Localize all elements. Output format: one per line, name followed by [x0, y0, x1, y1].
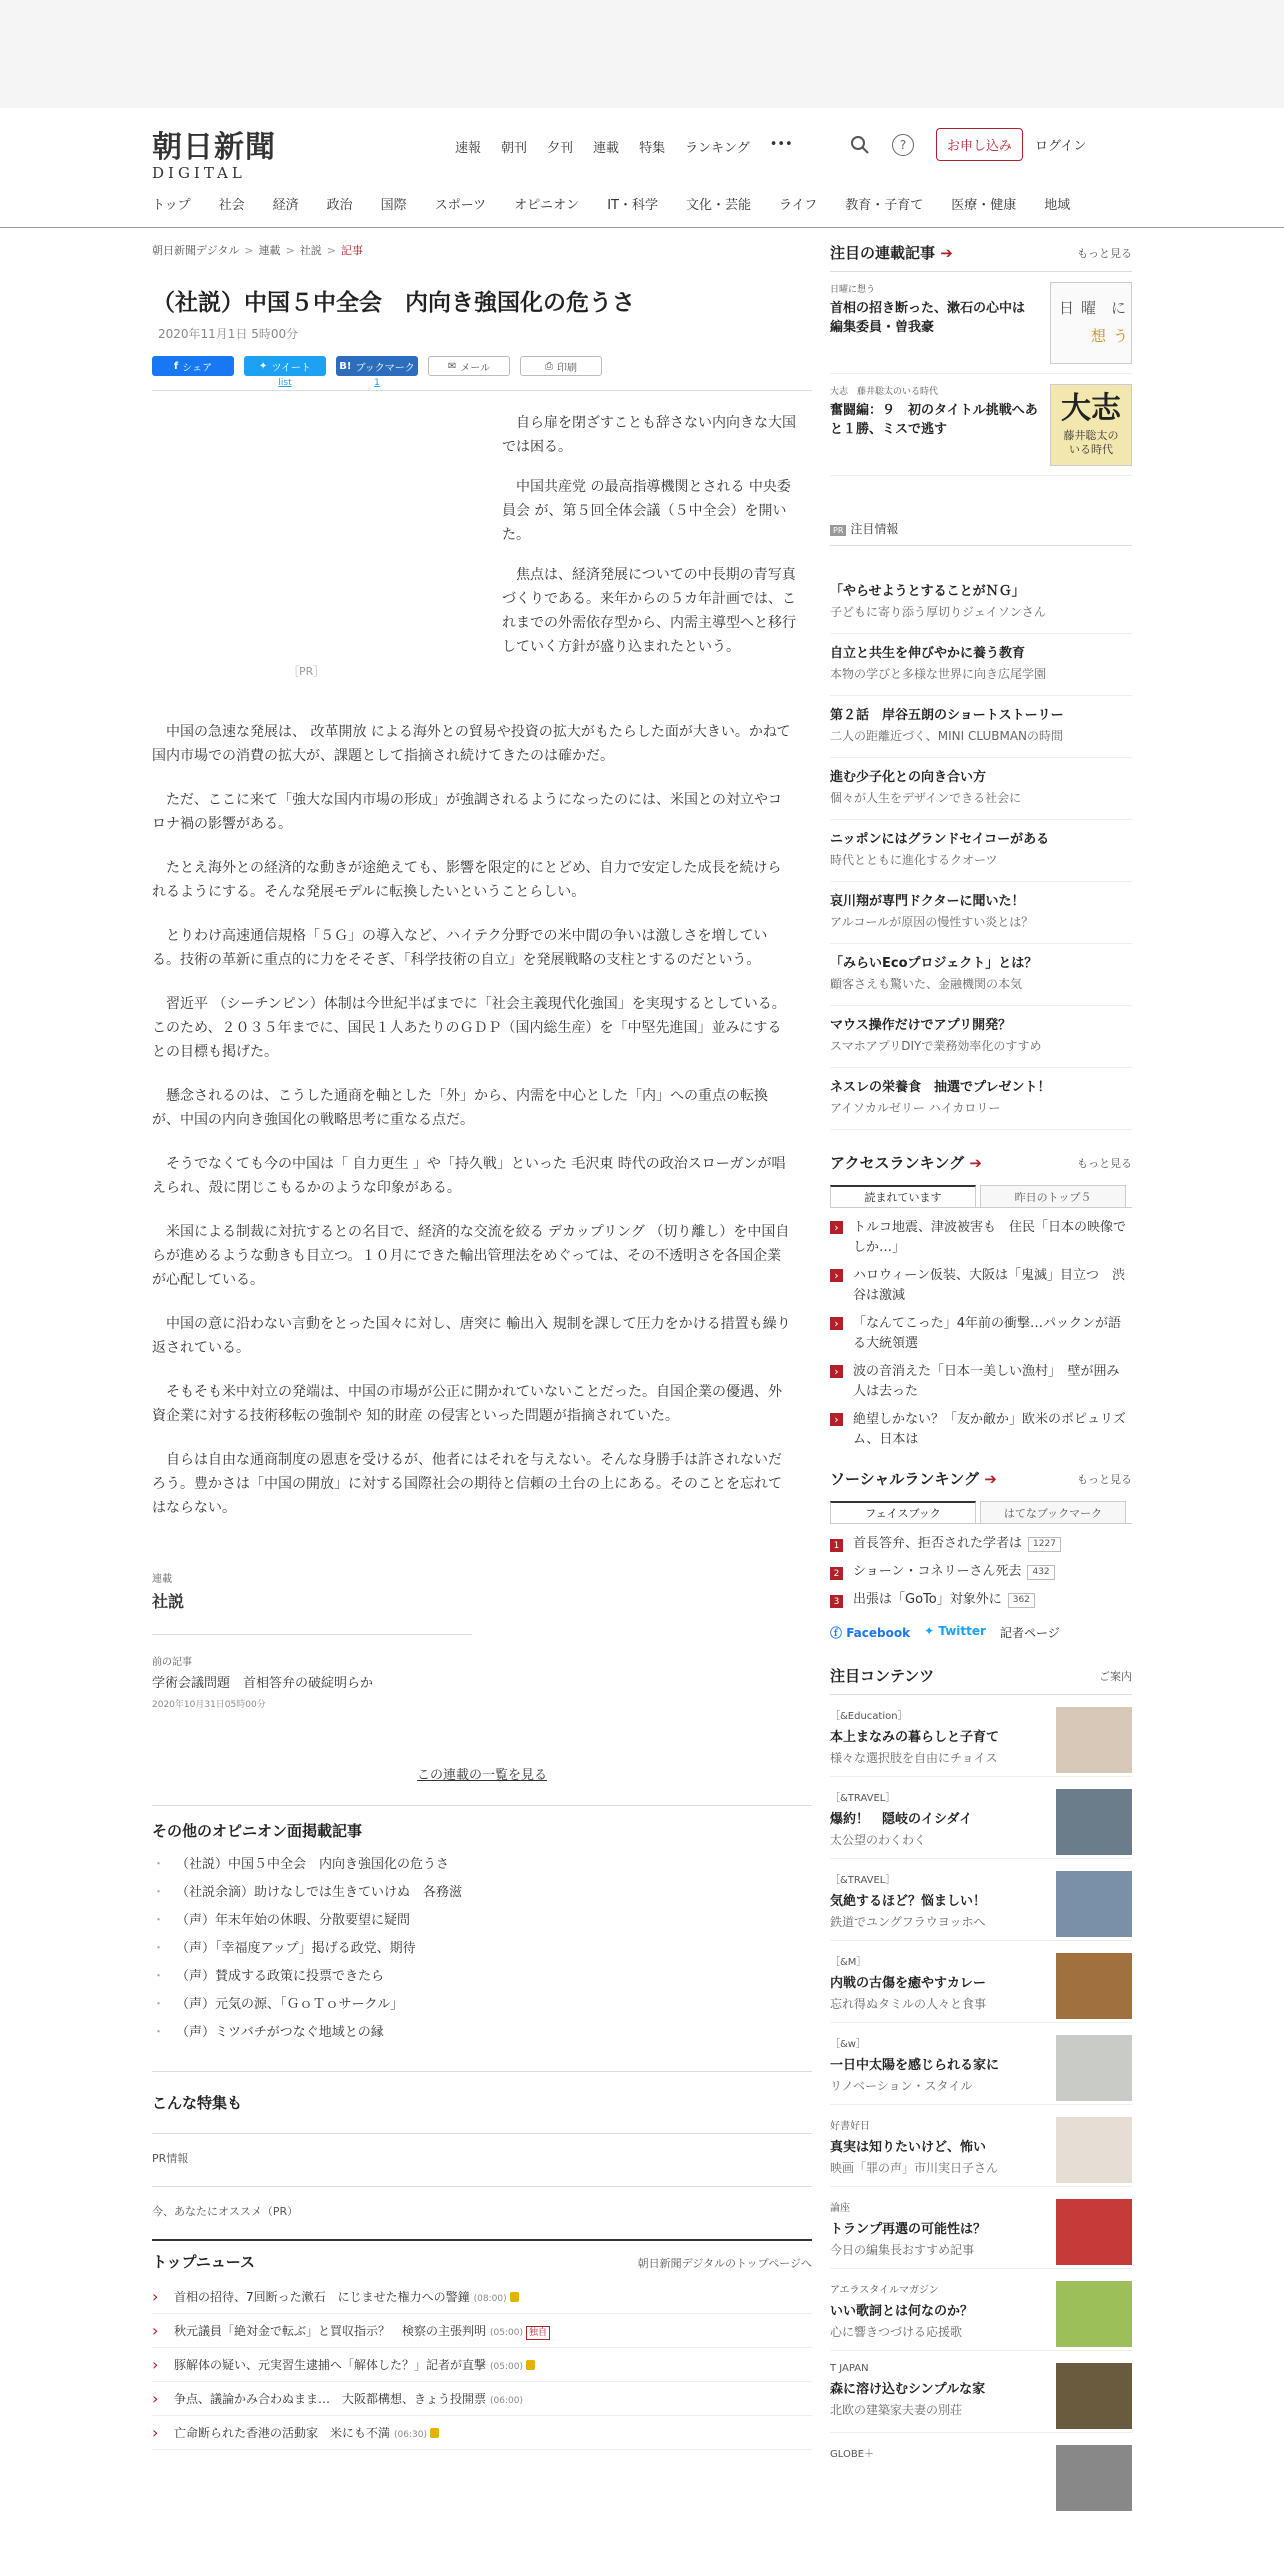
arrow-right-icon: ➔ [940, 244, 953, 262]
series-widget-title[interactable] [830, 242, 953, 263]
topnews-text: 亡命断られた香港の活動家 米にも不満 [174, 2426, 391, 2440]
access-list [830, 1218, 1132, 1450]
twitter-share-button[interactable] [244, 356, 326, 388]
content-item[interactable] [830, 2269, 1132, 2351]
nav-ranking[interactable]: ランキング [685, 141, 750, 156]
access-ranking-title-text: アクセスランキング [830, 1154, 965, 1172]
content-kicker: ［&Education］ [830, 1711, 908, 1722]
content-text [830, 2281, 973, 2350]
social-count: 362 [1008, 1593, 1035, 1608]
ad-title: マウス操作だけでアプリ開発？ [830, 1018, 1012, 1033]
social-ranking-header [830, 1468, 1132, 1489]
twitter-icon: ✦ [259, 360, 268, 372]
content-kicker: 好書好日 [830, 2121, 870, 2132]
social-text: ショーン・コネリーさん死去 [853, 1564, 1022, 1579]
social-tabs [830, 1501, 1132, 1524]
topnews-time: (06:00) [490, 2396, 523, 2406]
body-paragraph: 習近平 （シーチンピン）体制は今世紀半ばまでに「社会主義現代化強国」を実現するとしている。このため、２０３５年までに、国民１人あたりのＧＤＰ（国内総生産）を「中堅先進国」並みにするとの目標も掲げた。 [152, 996, 786, 1060]
body-paragraph: とりわけ高速通信規格「５Ｇ」の導入など、ハイテク分野での米中間の争いは激しさを増している。技術の革新に重点的に力をそそぎ、「科学技術の自立」を発展戦略の支柱とするのだという。 [152, 928, 768, 968]
cat-international[interactable]: 国際 [380, 198, 407, 213]
sidebar [830, 242, 1132, 2515]
content-title: 森に溶け込むシンプルな家 [830, 2382, 986, 2397]
opinion-item[interactable]: ・ （声）年末年始の休暇、分散要望に疑問 [152, 1907, 812, 1935]
header-actions [850, 128, 1086, 161]
cat-region[interactable]: 地域 [1044, 198, 1071, 213]
article-top [152, 390, 812, 720]
opinion-item[interactable]: ・ （声）「幸福度アップ」掲げる政党、期待 [152, 1935, 812, 1963]
rank-item[interactable] [830, 1314, 1132, 1354]
contents-title: 注目コンテンツ [830, 1667, 935, 1685]
content-item[interactable] [830, 1941, 1132, 2023]
facebook-link-text: Facebook [846, 1626, 911, 1640]
social-rank-number: 3 [830, 1595, 843, 1608]
series-widget-header [830, 242, 1132, 272]
topnews-item[interactable] [152, 2416, 812, 2450]
twitter-link[interactable] [924, 1624, 986, 1641]
body-paragraph: 中国の急速な発展は、 改革開放 による海外との貿易や投資の拡大がもたらした面が大きい。かねて国内市場での消費の拡大が、課題として指摘され続けてきたのは確かだ。 [152, 724, 791, 764]
topnews-item[interactable] [152, 2348, 812, 2382]
search-icon[interactable] [850, 135, 870, 155]
content-sub: 心に響きつづける応援歌 [830, 2325, 963, 2339]
opinion-item[interactable]: ・ （社説余滴）助けなしでは生きていけぬ 各務滋 [152, 1879, 812, 1907]
rank-item[interactable] [830, 1218, 1132, 1258]
social-item[interactable] [830, 1590, 1132, 1610]
ad-item[interactable] [830, 1068, 1132, 1130]
ad-sub: 個々が人生をデザインできる社会に [830, 791, 1022, 805]
content-item[interactable] [830, 2433, 1132, 2515]
content-item[interactable] [830, 1695, 1132, 1777]
rank-marker-icon [830, 1269, 843, 1282]
body-paragraph: 懸念されるのは、こうした通商を軸とした「外」から、内需を中心とした「内」への重点の転換が、中国の内向き強国化の戦略思考に重なる点だ。 [152, 1088, 768, 1128]
series-widget-item[interactable] [830, 272, 1132, 374]
content-text [830, 1707, 999, 1776]
breadcrumb [152, 242, 812, 258]
social-text: 首長答弁、拒否された学者は [853, 1536, 1023, 1551]
content-image [1056, 2445, 1132, 2511]
content-kicker: ［&TRAVEL］ [830, 1793, 896, 1804]
facebook-link[interactable] [830, 1624, 910, 1641]
nav-tokushu[interactable]: 特集 [639, 141, 666, 156]
arrow-right-icon: ➔ [984, 1470, 997, 1488]
topnews-time: (05:00) [490, 2328, 523, 2338]
series-item-title: 首相の招き断った、漱石の心中は 編集委員・曽我豪 [830, 301, 1039, 335]
cat-culture[interactable]: 文化・芸能 [685, 198, 751, 213]
pr-info-row: PR情報 [152, 2133, 812, 2166]
body-paragraph: たとえ海外との経済的な動きが途絶えても、影響を限定的にとどめ、自力で安定した成長を続けられるようにする。そんな発展モデルに転換したいということらしい。 [152, 860, 782, 900]
ad-item[interactable] [830, 882, 1132, 944]
body-paragraph: 中国の意に沿わない言動をとった国々に対し、唐突に 輸出入 規制を課して圧力をかける措置も繰り返されている。 [152, 1316, 791, 1356]
series-widget-title-text: 注目の連載記事 [830, 244, 936, 262]
tab-facebook[interactable]: フェイスブック [830, 1501, 976, 1523]
featured-contents [830, 1665, 1132, 2515]
series-item-text [830, 282, 1040, 363]
ad-heading-text: 注目情報 [850, 522, 899, 536]
facebook-icon: ⓕ [830, 1626, 847, 1640]
topnews-item[interactable] [152, 2314, 812, 2348]
social-rank-number: 1 [830, 1539, 843, 1552]
cat-it-science[interactable]: IT・科学 [607, 198, 658, 213]
content-image [1056, 1789, 1132, 1855]
site-logo[interactable] [152, 122, 282, 182]
topnews-time: (08:00) [473, 2294, 507, 2304]
rank-text: 絶望しかない？「友か敵か」欧米のポピュリズム、日本は [853, 1412, 1126, 1447]
series-thumb-taishi [1050, 384, 1132, 466]
topnews-time: (06:30) [394, 2430, 427, 2440]
content-item[interactable] [830, 1859, 1132, 1941]
rank-text: 「なんてこった」4年前の衝撃…パックンが語る大統領選 [853, 1316, 1122, 1351]
logo-jp: 朝日新聞 [152, 130, 276, 165]
lock-icon [510, 2292, 519, 2302]
crumb-rensai[interactable]: 連載 [258, 244, 281, 257]
series-name[interactable]: 社説 [152, 1592, 185, 1611]
access-more-link[interactable]: もっと見る [1077, 1156, 1132, 1170]
social-ranking-title[interactable] [830, 1468, 997, 1489]
prev-article[interactable] [152, 1634, 472, 1710]
contents-guide-link[interactable]: ご案内 [1099, 1669, 1132, 1683]
topnews-text: 争点、議論かみ合わぬまま… 大阪都構想、きょう投開票 [174, 2392, 487, 2406]
prev-date: 2020年10月31日05時00分 [152, 1700, 266, 1710]
facebook-share-label: シェア [182, 362, 213, 374]
facebook-share-button[interactable] [152, 356, 234, 376]
ad-item[interactable] [830, 944, 1132, 1006]
print-button[interactable] [520, 356, 602, 376]
main-column [152, 242, 812, 2450]
twitter-link-text: Twitter [938, 1624, 986, 1638]
content-title: 真実は知りたいけど、怖い [830, 2140, 987, 2155]
hatena-icon: B! [339, 360, 352, 372]
ad-sub: 顧客さえも驚いた、金融機関の本気 [830, 977, 1023, 991]
content-image [1056, 2363, 1132, 2429]
content-title: 内戦の古傷を癒やすカレー [830, 1976, 986, 1991]
crumb-sep: > [244, 244, 254, 257]
arrow-right-icon: ➔ [969, 1154, 982, 1172]
topnews-item[interactable] [152, 2280, 812, 2314]
print-label: 印刷 [557, 362, 577, 374]
ad-title: 自立と共生を伸びやかに養う教育 [830, 646, 1026, 661]
content-image [1056, 2281, 1132, 2347]
content-kicker: ［&TRAVEL］ [830, 1875, 896, 1886]
series-list-link[interactable]: この連載の一覧を見る [416, 1768, 547, 1783]
ad-title: ニッポンにはグランドセイコーがある [830, 832, 1050, 847]
top-ad-band [0, 0, 1284, 108]
rank-marker-icon [830, 1365, 843, 1378]
share-bar [152, 356, 812, 388]
exclusive-badge: 独自 [526, 2326, 550, 2340]
content-text [830, 1953, 986, 2022]
login-button[interactable]: ログイン [1035, 139, 1087, 154]
site-header [0, 108, 1284, 228]
mail-button[interactable] [428, 356, 510, 376]
crumb-home[interactable]: 朝日新聞デジタル [152, 244, 240, 257]
topnews-item[interactable] [152, 2382, 812, 2416]
social-list [830, 1534, 1132, 1610]
content-kicker: T JAPAN [830, 2363, 869, 2374]
ad-item[interactable] [830, 634, 1132, 696]
article-lead [502, 411, 802, 675]
thumb-small: 藤井聡太の [1063, 429, 1119, 442]
article-title: （社説）中国５中全会 内向き強国化の危うさ [152, 290, 635, 316]
logo-en: DIGITAL [152, 164, 246, 182]
content-title: 本上まなみの暮らしと子育て [830, 1730, 1000, 1745]
content-item[interactable] [830, 1777, 1132, 1859]
ad-sub: 時代とともに進化するクオーツ [830, 853, 998, 867]
content-text [830, 2117, 998, 2186]
topnews-text: 秋元議員「絶対金で転ぶ」と買収指示？ 検察の主張判明 [174, 2324, 487, 2338]
content-text [830, 2445, 874, 2515]
ad-sub: 本物の学びと多様な世界に向き広尾学園 [830, 667, 1047, 681]
pr-badge: PR [830, 525, 846, 536]
print-icon: ⎙ [545, 360, 553, 372]
hatena-label: ブックマーク [355, 362, 415, 374]
hatena-bookmark-button[interactable] [336, 356, 418, 388]
social-text: 出張は「GoTo」対象外に [853, 1592, 1002, 1607]
content-sub: 太公望のわくわく [830, 1833, 927, 1847]
ad-item[interactable] [830, 758, 1132, 820]
content-sub: リノベーション・スタイル [830, 2079, 973, 2093]
ad-sub: 子どもに寄り添う厚切りジェイソンさん [830, 605, 1046, 619]
tab-hatena[interactable]: はてなブックマーク [980, 1501, 1126, 1523]
nav-more-icon[interactable]: ••• [769, 137, 793, 152]
content-kicker: 論座 [830, 2203, 850, 2214]
hatena-count[interactable]: 1 [374, 378, 380, 388]
opinion-item[interactable]: ・ （社説）中国５中全会 内向き強国化の危うさ [152, 1851, 812, 1879]
cat-opinion[interactable]: オピニオン [514, 198, 580, 213]
access-tabs [830, 1185, 1132, 1208]
pr-label: ［PR］ [288, 665, 325, 678]
cat-politics[interactable]: 政治 [326, 198, 353, 213]
content-title: 一日中太陽を感じられる家に [830, 2058, 1000, 2073]
rank-text: ハロウィーン仮装、大阪は「鬼滅」目立つ 渋谷は激減 [853, 1268, 1125, 1303]
article-date: 2020年11月1日 5時00分 [158, 327, 299, 341]
body-paragraph: そうでなくても今の中国は「 自力更生 」や「持久戦」といった 毛沢東 時代の政治スローガンが唱えられ、殻に閉じこもるかのような印象がある。 [152, 1156, 786, 1196]
nav-rensai[interactable]: 連載 [593, 141, 620, 156]
content-item[interactable] [830, 2187, 1132, 2269]
opinion-item[interactable]: ・ （声）賛成する政策に投票できたら [152, 1963, 812, 1991]
category-nav [152, 194, 1070, 213]
topnews-heading: トップニュース [152, 2253, 256, 2271]
cat-sports[interactable]: スポーツ [434, 198, 487, 213]
rank-item[interactable] [830, 1410, 1132, 1450]
facebook-icon: f [173, 360, 179, 372]
rank-marker-icon [830, 1413, 843, 1426]
prev-title[interactable]: 学術会議問題 首相答弁の破綻明らか [152, 1676, 374, 1691]
contents-header [830, 1665, 1132, 1695]
content-sub: 北欧の建築家夫妻の別荘 [830, 2403, 963, 2417]
content-text [830, 2035, 999, 2104]
topnews-text: 豚解体の疑い、元実習生逮捕へ「解体した？」記者が直撃 [174, 2358, 487, 2372]
cat-life[interactable]: ライフ [778, 198, 818, 213]
series-thumb-nichiyou [1050, 282, 1132, 364]
rank-item[interactable] [830, 1266, 1132, 1306]
opinion-item[interactable]: ・ （声）元気の源、「ＧｏＴｏサークル」 [152, 1991, 812, 2019]
topnews-list [152, 2280, 812, 2450]
content-sub: 鉄道でユングフラウヨッホへ [830, 1915, 986, 1929]
twitter-share-label: ツイート [271, 362, 311, 374]
social-links [830, 1624, 1132, 1641]
ad-item[interactable] [830, 572, 1132, 634]
ad-title: 「みらいEcoプロジェクト」とは？ [830, 956, 1038, 971]
mail-label: メール [460, 362, 491, 374]
social-item[interactable] [830, 1534, 1132, 1554]
thumb-big: 大志 [1061, 391, 1121, 426]
cat-society[interactable]: 社会 [218, 198, 245, 213]
thumb-char: う [1113, 327, 1129, 345]
body-paragraph: そもそも米中対立の発端は、中国の市場が公正に開かれていないことだった。自国企業の優遇、外資企業に対する技術移転の強制や 知的財産 の侵害といった問題が指摘されていた。 [152, 1384, 782, 1424]
series-widget-item[interactable] [830, 374, 1132, 476]
content-sub: 映画「罪の声」市川実日子さん [830, 2161, 999, 2175]
content-text [830, 1789, 972, 1858]
feature-heading: こんな特集も [152, 2094, 243, 2112]
prev-label: 前の記事 [152, 1657, 192, 1668]
mail-icon: ✉ [447, 360, 457, 372]
cat-education[interactable]: 教育・子育て [845, 198, 924, 213]
reporter-page-link[interactable]: 記者ページ [999, 1626, 1060, 1640]
ad-sub: アイソカルゼリー ハイカロリー [830, 1101, 1001, 1115]
content-kicker: ［&w］ [830, 2039, 866, 2050]
social-ranking [830, 1468, 1132, 1641]
thumb-char: に [1111, 299, 1127, 317]
lead-paragraph: 中国共産党 の最高指導機関とされる 中央委員会 が、第５回全体会議（５中全会）を開いた。 [502, 479, 791, 543]
opinion-heading: その他のオピニオン面掲載記事 [152, 1822, 363, 1840]
lock-icon [430, 2428, 439, 2438]
cat-health[interactable]: 医療・健康 [951, 198, 1017, 213]
content-image [1056, 2117, 1132, 2183]
opinion-section [152, 1805, 812, 2047]
thumb-char: 想 [1091, 327, 1107, 345]
thumb-char: 曜 [1081, 299, 1097, 317]
content-image [1056, 2199, 1132, 2265]
rank-marker-icon [830, 1317, 843, 1330]
content-title: トランプ再選の可能性は？ [830, 2222, 987, 2237]
content-title: 気絶するほど？悩ましい！ [830, 1894, 987, 1909]
social-more-link[interactable]: もっと見る [1077, 1472, 1132, 1486]
content-item[interactable] [830, 2105, 1132, 2187]
ad-sub: 二人の距離近づく、MINI CLUBMANの時間 [830, 729, 1064, 743]
article-body [152, 720, 792, 1520]
nav-sokuho[interactable]: 速報 [455, 141, 482, 156]
body-paragraph: 自らは自由な通商制度の恩恵を受けるが、他者にはそれを与えない。そんな身勝手は許されないだろう。豊かさは「中国の開放」に対する国際社会の期待と信頼の土台の上にある。そのことを忘れてはならない。 [152, 1452, 782, 1516]
twitter-icon: ✦ [924, 1624, 939, 1638]
series-label: 連載 [152, 1574, 172, 1585]
twitter-count[interactable]: list [278, 378, 292, 388]
social-rank-number: 2 [830, 1567, 843, 1580]
apply-button[interactable]: お申し込み [936, 128, 1023, 161]
tab-most-read[interactable]: 読まれています [830, 1185, 976, 1207]
content-kicker: GLOBE＋ [830, 2449, 875, 2460]
body-paragraph: 米国による制裁に対抗するとの名目で、経済的な交流を絞る デカップリング （切り離し）を中国自らが進めるような動きも目立つ。１０月にできた輸出管理法をめぐっては、その不透明さを各国企業が心配している。 [152, 1224, 790, 1288]
topnews-more-link[interactable]: 朝日新聞デジタルのトップページへ [637, 2257, 812, 2270]
crumb-current: 記事 [341, 244, 363, 257]
ad-title: 進む少子化との向き合い方 [830, 770, 987, 785]
ad-sub: スマホアプリDIYで業務効率化のすすめ [830, 1039, 1042, 1053]
crumb-shasetsu[interactable]: 社説 [299, 244, 322, 257]
rank-item[interactable] [830, 1362, 1132, 1402]
lock-icon [526, 2360, 535, 2370]
crumb-sep: > [326, 244, 336, 257]
ad-title: ネスレの栄養食 抽選でプレゼント！ [830, 1080, 1051, 1095]
series-item-kicker: 大志 藤井聡太のいる時代 [830, 387, 939, 397]
ad-item[interactable] [830, 820, 1132, 882]
nav-choukan[interactable]: 朝刊 [501, 141, 528, 156]
lead-paragraph: 自ら扉を閉ざすことも辞さない内向きな大国では困る。 [502, 415, 796, 455]
ad-list [830, 572, 1132, 1130]
content-item[interactable] [830, 2023, 1132, 2105]
series-box [152, 1570, 812, 1783]
ad-sub: アルコールが原因の慢性すい炎とは？ [830, 915, 1034, 929]
content-text [830, 2199, 986, 2268]
topnews-section [152, 2239, 812, 2450]
content-image [1056, 1953, 1132, 2019]
series-item-text [830, 384, 1040, 465]
series-item-title: 奮闘編：９ 初のタイトル挑戦へあと１勝、ミスで逃す [830, 403, 1038, 437]
nav-yukan[interactable]: 夕刊 [547, 141, 574, 156]
rank-text: トルコ地震、津波被害も 住民「日本の映像でしか…」 [853, 1220, 1127, 1255]
topnews-text: 首相の招待、7回断った漱石 にじませた権力への警鐘 [174, 2290, 470, 2304]
cat-top[interactable]: トップ [152, 198, 191, 213]
tab-yesterday-top5[interactable]: 昨日のトップ５ [980, 1185, 1126, 1207]
ad-heading [830, 520, 1132, 546]
series-more-link[interactable]: もっと見る [1077, 246, 1132, 260]
access-ranking [830, 1152, 1132, 1450]
social-ranking-title-text: ソーシャルランキング [830, 1470, 979, 1488]
content-text [830, 2363, 985, 2432]
lead-paragraph: 焦点は、経済発展についての中長期の青写真づくりである。来年からの５カ年計画では、これまでの外需依存型から、内需主導型へと移行していく方針が盛り込まれたという。 [502, 567, 796, 655]
access-ranking-header [830, 1152, 1132, 1173]
feature-section [152, 2071, 812, 2219]
rank-text: 波の音消えた「日本一美しい漁村」 壁が囲み人は去った [853, 1364, 1120, 1399]
content-image [1056, 1707, 1132, 1773]
content-sub: 今日の編集長おすすめ記事 [830, 2243, 975, 2257]
social-count: 1227 [1028, 1537, 1061, 1552]
ad-title: 哀川翔が専門ドクターに聞いた！ [830, 894, 1025, 909]
content-text [830, 1871, 986, 1940]
body-paragraph: ただ、ここに来て「強大な国内市場の形成」が強調されるようになったのには、米国との対立やコロナ禍の影響がある。 [152, 792, 782, 832]
help-icon[interactable]: ? [892, 134, 914, 156]
topnews-time: (05:00) [490, 2362, 523, 2372]
content-item[interactable] [830, 2351, 1132, 2433]
opinion-item[interactable]: ・ （声）ミツバチがつなぐ地域との縁 [152, 2019, 812, 2047]
content-image [1056, 1871, 1132, 1937]
social-count: 432 [1027, 1565, 1054, 1580]
top-nav [455, 137, 793, 156]
content-kicker: アエラスタイルマガジン [830, 2285, 939, 2296]
ad-item[interactable] [830, 696, 1132, 758]
content-kicker: ［&M］ [830, 1957, 867, 1968]
content-sub: 忘れ得ぬタミルの人々と食事 [830, 1997, 987, 2011]
thumb-small: いる時代 [1069, 443, 1113, 456]
cat-economy[interactable]: 経済 [272, 198, 299, 213]
ad-item[interactable] [830, 1006, 1132, 1068]
social-item[interactable] [830, 1562, 1132, 1582]
crumb-sep: > [285, 244, 295, 257]
thumb-char: 日 [1059, 299, 1075, 317]
access-ranking-title[interactable] [830, 1152, 982, 1173]
ad-title: 第２話 岸谷五朗のショートストーリー [830, 708, 1064, 723]
series-item-kicker: 日曜に想う [830, 285, 876, 295]
opinion-list [152, 1851, 812, 2047]
content-image [1056, 2035, 1132, 2101]
rank-marker-icon [830, 1221, 843, 1234]
recommend-row: 今、あなたにオススメ（PR） [152, 2186, 812, 2219]
content-title: いい歌詞とは何なのか？ [830, 2304, 974, 2319]
content-title: 爆約！ 隠岐のイシダイ [830, 1812, 973, 1827]
content-sub: 様々な選択肢を自由にチョイス [830, 1751, 998, 1765]
ad-title: 「やらせようとすることがＮＧ」 [830, 584, 1025, 599]
